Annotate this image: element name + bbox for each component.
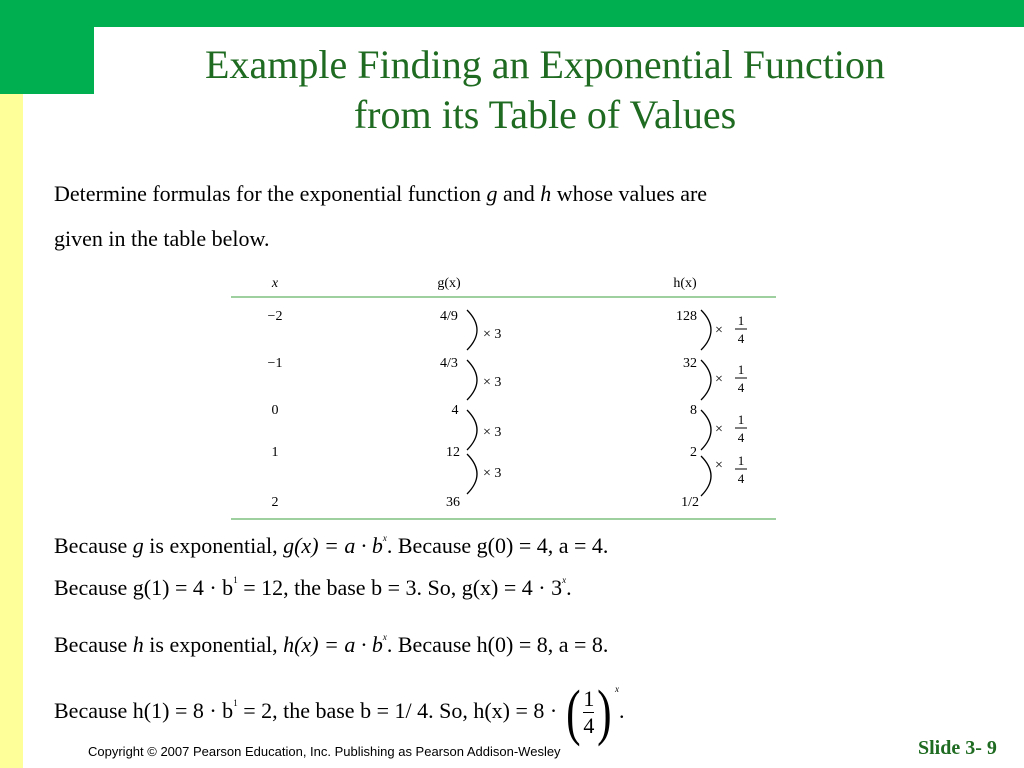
- frac-den: 4: [583, 713, 595, 739]
- exponent: x: [382, 632, 387, 642]
- h-ratio-times: ×: [715, 458, 723, 473]
- h-ratio-num: 1: [737, 313, 745, 328]
- solution-line-1: [54, 532, 608, 564]
- cell-hx: 32: [683, 356, 697, 371]
- intro-var-g: g: [486, 181, 498, 206]
- intro-text-and: and: [497, 181, 541, 206]
- cell-gx: 4: [451, 403, 459, 418]
- cell-x: 0: [271, 403, 279, 418]
- text: .: [619, 698, 625, 723]
- fraction-one-quarter: [583, 686, 594, 739]
- exponent: 1: [233, 575, 238, 585]
- col-header-hx: h(x): [673, 276, 697, 291]
- values-table: [231, 270, 776, 522]
- cell-x: 1: [271, 445, 279, 460]
- cell-hx: 8: [690, 403, 697, 418]
- cell-x: −2: [267, 309, 283, 324]
- exponent: 1: [233, 698, 238, 708]
- h-ratio-arrow: [701, 410, 747, 450]
- right-paren: ): [597, 678, 612, 747]
- cell-hx: 1/2: [681, 495, 699, 510]
- intro-var-h: h: [540, 181, 552, 206]
- slide-number: Slide 3- 9: [918, 737, 997, 759]
- h-ratio-den: 4: [737, 430, 745, 445]
- g-ratio-arrow: [467, 310, 501, 350]
- cell-x: −1: [267, 356, 283, 371]
- text: .: [566, 575, 572, 600]
- solution-line-2: [54, 574, 572, 606]
- table-row: [272, 495, 700, 510]
- text: = 12, the base b = 3. So, g(x) = 4 · 3: [237, 575, 563, 600]
- table-row: [268, 309, 697, 324]
- cell-x: 2: [271, 495, 279, 510]
- solution-line-4: [54, 676, 625, 750]
- exponent: x: [562, 575, 567, 585]
- var-g: g: [132, 533, 144, 558]
- exponent: x: [382, 533, 387, 543]
- table-row: [268, 356, 697, 371]
- text: is exponential,: [143, 533, 284, 558]
- h-ratio-times: ×: [715, 422, 723, 437]
- exponent: x: [615, 684, 620, 694]
- copyright-footer: Copyright © 2007 Pearson Education, Inc. Publishing as Pearson Addison-Wesley: [88, 744, 561, 759]
- col-header-x: x: [271, 276, 279, 291]
- h-ratio-den: 4: [737, 471, 745, 486]
- g-ratio-label: × 3: [483, 425, 502, 440]
- cell-hx: 2: [690, 445, 697, 460]
- solution-line-3: [54, 631, 608, 663]
- h-ratio-arrow: [701, 453, 747, 496]
- top-accent-bar: [0, 0, 1024, 27]
- h-ratio-times: ×: [715, 372, 723, 387]
- text: Because h(1) = 8 · b: [54, 698, 234, 723]
- text: Because: [54, 533, 133, 558]
- var-h: h: [132, 632, 144, 657]
- intro-line-2: given in the table below.: [54, 226, 270, 251]
- text: = 2, the base b = 1/ 4. So, h(x) = 8 ·: [237, 698, 563, 723]
- intro-text-a: Determine formulas for the exponential function: [54, 181, 487, 206]
- h-ratio-arrow: [701, 310, 747, 350]
- h-ratio-den: 4: [737, 380, 745, 395]
- h-ratio-num: 1: [737, 412, 745, 427]
- cell-gx: 36: [446, 495, 460, 510]
- g-ratio-arrow: [467, 454, 501, 494]
- slide-title: [100, 40, 990, 140]
- frac-num: 1: [583, 686, 595, 712]
- cell-gx: 4/3: [440, 356, 458, 371]
- cell-gx: 12: [446, 445, 460, 460]
- left-accent-strip: [0, 94, 23, 768]
- text: . Because g(0) = 4, a = 4.: [386, 533, 609, 558]
- intro-text-b: whose values are: [551, 181, 708, 206]
- text: Because g(1) = 4 · b: [54, 575, 234, 600]
- table-row: [272, 445, 698, 460]
- formula-g: g(x) = a · b: [283, 533, 383, 558]
- table-row: [272, 403, 698, 418]
- g-ratio-label: × 3: [483, 466, 502, 481]
- cell-hx: 128: [676, 309, 697, 324]
- g-ratio-label: × 3: [483, 375, 502, 390]
- corner-accent-square: [0, 0, 94, 94]
- text: Because: [54, 632, 133, 657]
- g-ratio-arrow: [467, 360, 501, 400]
- h-ratio-times: ×: [715, 323, 723, 338]
- g-ratio-label: × 3: [483, 327, 502, 342]
- g-ratio-arrow: [467, 410, 501, 450]
- cell-gx: 4/9: [440, 309, 458, 324]
- col-header-gx: g(x): [437, 276, 461, 291]
- title-line-2: from its Table of Values: [353, 92, 737, 137]
- formula-h: h(x) = a · b: [283, 632, 383, 657]
- h-ratio-num: 1: [737, 453, 745, 468]
- title-line-1: Example Finding an Exponential Function: [205, 42, 885, 87]
- left-paren: (: [565, 678, 581, 747]
- h-ratio-num: 1: [737, 362, 745, 377]
- text: is exponential,: [143, 632, 284, 657]
- h-ratio-den: 4: [737, 331, 745, 346]
- intro-line-1: [54, 180, 707, 208]
- h-ratio-arrow: [701, 360, 747, 400]
- text: . Because h(0) = 8, a = 8.: [386, 632, 609, 657]
